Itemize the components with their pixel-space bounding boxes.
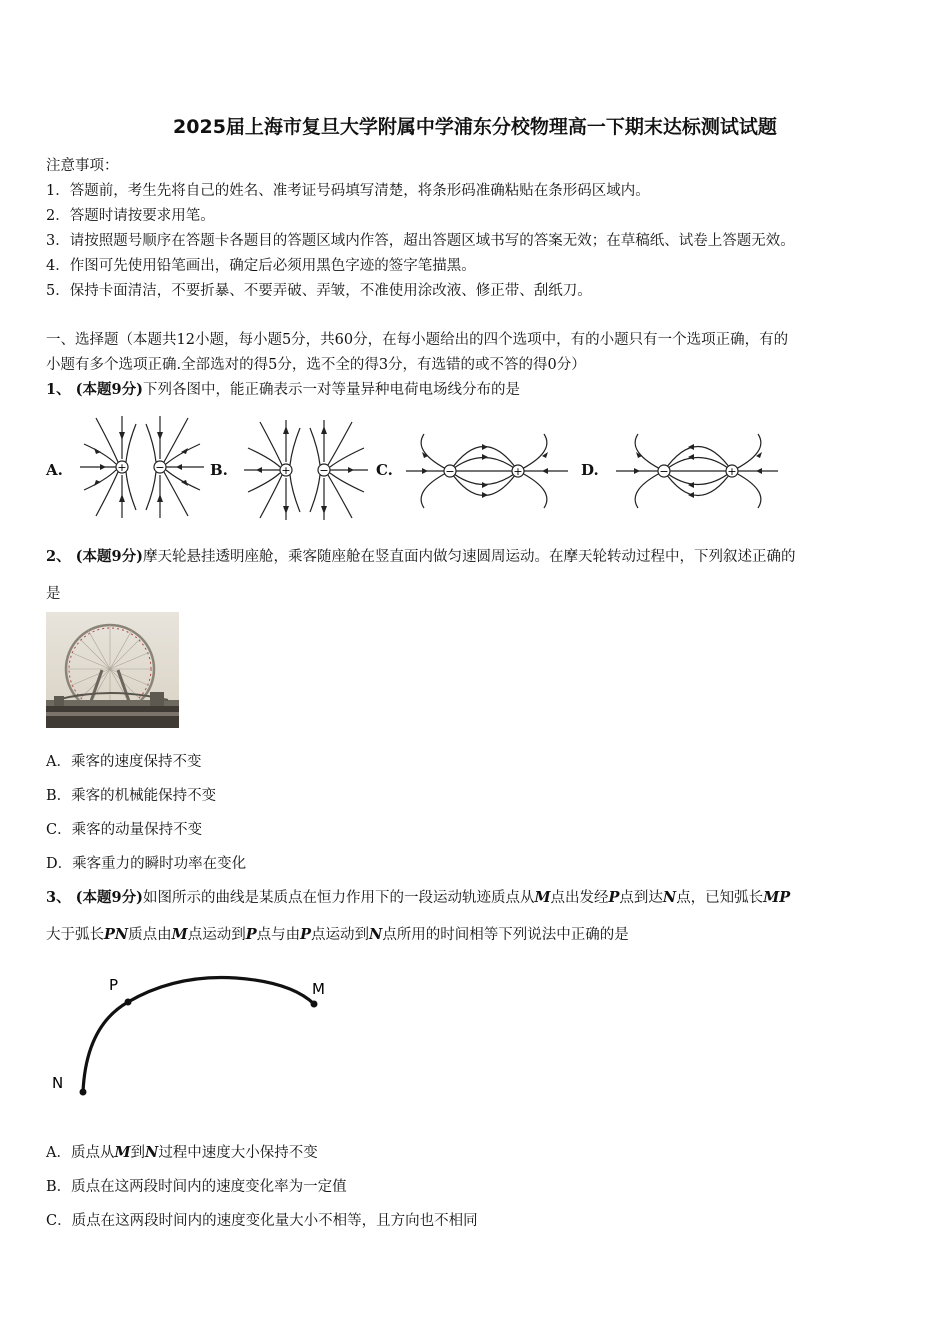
var-m: M [534, 889, 551, 906]
question-1-text: 下列各图中，能正确表示一对等量异种电荷电场线分布的是 [142, 382, 520, 398]
question-2-text-continued: 是 [46, 586, 61, 602]
question-3-line2 [46, 923, 629, 944]
q2-option-c[interactable]: C．乘客的动量保持不变 [46, 822, 203, 838]
charge-plus-sign: + [281, 464, 291, 477]
question-2-prefix: 2、 (本题9分) [46, 548, 143, 565]
note-item: 1．答题前，考生先将自己的姓名、准考证号码填写清楚，将条形码准确粘贴在条形码区域内。 [46, 183, 650, 199]
question-3-text: 点出发经 [550, 890, 609, 906]
q1-option-b-label[interactable]: B. [210, 461, 228, 479]
label-n: N [52, 1074, 64, 1092]
q3-option-b[interactable]: B．质点在这两段时间内的速度变化率为一定值 [46, 1179, 347, 1195]
question-1 [46, 378, 520, 399]
var-pn: PN [104, 926, 129, 943]
field-diagram-c [402, 420, 572, 522]
charge-minus-sign: − [445, 465, 455, 478]
note-item: 5．保持卡面清洁，不要折暴、不要弄破、弄皱，不准使用涂改液、修正带、刮纸刀。 [46, 283, 592, 299]
var-p: P [300, 926, 312, 943]
q2-option-d[interactable]: D．乘客重力的瞬时功率在变化 [46, 856, 247, 872]
var-p: P [608, 889, 620, 906]
q3-option-a-text: 到 [130, 1145, 146, 1161]
var-m: M [114, 1144, 131, 1161]
var-p: P [245, 926, 257, 943]
question-3-text: 点与由 [256, 927, 301, 943]
var-n: N [145, 1144, 159, 1161]
q3-option-a-text: A．质点从 [46, 1145, 115, 1161]
field-diagram-a [76, 414, 208, 520]
field-diagram-b [240, 418, 372, 522]
question-2 [46, 545, 795, 566]
charge-minus-sign: − [659, 465, 669, 478]
question-3-text: 大于弧长 [46, 927, 104, 943]
note-item: 4．作图可先使用铅笔画出，确定后必须用黑色字迹的签字笔描黑。 [46, 258, 476, 274]
question-3-text: 如图所示的曲线是某质点在恒力作用下的一段运动轨迹质点从 [142, 890, 535, 906]
ferris-wheel-photo [46, 612, 179, 728]
point-p [125, 999, 132, 1006]
q1-option-c-label[interactable]: C. [376, 461, 393, 479]
question-3-text: 点到达 [619, 890, 663, 906]
q3-option-c[interactable]: C．质点在这两段时间内的速度变化量大小不相等，且方向也不相同 [46, 1213, 478, 1229]
section-instructions-line2: 小题有多个选项正确.全部选对的得5分，选不全的得3分，有选错的或不答的得0分） [46, 357, 586, 373]
question-3-text: 点，已知弧长 [676, 890, 764, 906]
charge-minus-sign: − [155, 461, 165, 474]
question-2-text: 摩天轮悬挂透明座舱，乘客随座舱在竖直面内做匀速圆周运动。在摩天轮转动过程中，下列叙述正确的 [142, 549, 796, 565]
field-diagram-d [612, 420, 782, 522]
point-n [80, 1089, 87, 1096]
trajectory-diagram [46, 966, 346, 1106]
question-3-text: 质点由 [128, 927, 172, 943]
q2-option-a[interactable]: A．乘客的速度保持不变 [46, 754, 202, 770]
charge-minus-sign: − [319, 464, 329, 477]
question-3-text: 点所用的时间相等下列说法中正确的是 [382, 927, 629, 943]
q3-option-a[interactable] [46, 1141, 318, 1162]
charge-plus-sign: + [117, 461, 127, 474]
question-3-text: 点运动到 [311, 927, 370, 943]
notes-heading: 注意事项： [46, 158, 119, 174]
point-m [311, 1001, 318, 1008]
page-title: 2025届上海市复旦大学附属中学浦东分校物理高一下期末达标测试试题 [173, 116, 777, 138]
note-item: 3．请按照题号顺序在答题卡各题目的答题区域内作答，超出答题区域书写的答案无效；在草稿纸、试卷上答题无效。 [46, 233, 795, 249]
question-3-prefix: 3、 (本题9分) [46, 889, 143, 906]
note-item: 2．答题时请按要求用笔。 [46, 208, 215, 224]
var-n: N [662, 889, 677, 906]
label-p: P [109, 976, 119, 994]
charge-plus-sign: + [727, 465, 737, 478]
section-instructions-line1: 一、选择题（本题共12小题，每小题5分，共60分，在每小题给出的四个选项中，有的小题只有一个选项正确，有的 [46, 332, 789, 348]
var-m: M [171, 926, 188, 943]
var-mp: MP [763, 889, 791, 906]
q3-option-a-text: 过程中速度大小保持不变 [158, 1145, 318, 1161]
label-m: M [312, 980, 325, 998]
question-3-text: 点运动到 [187, 927, 246, 943]
q1-option-d-label[interactable]: D. [581, 461, 599, 479]
question-3 [46, 886, 790, 907]
charge-plus-sign: + [513, 465, 523, 478]
question-1-prefix: 1、 (本题9分) [46, 381, 143, 398]
q1-option-a-label[interactable]: A. [46, 461, 63, 479]
q2-option-b[interactable]: B．乘客的机械能保持不变 [46, 788, 217, 804]
trajectory-curve [83, 978, 314, 1093]
var-n: N [369, 926, 383, 943]
